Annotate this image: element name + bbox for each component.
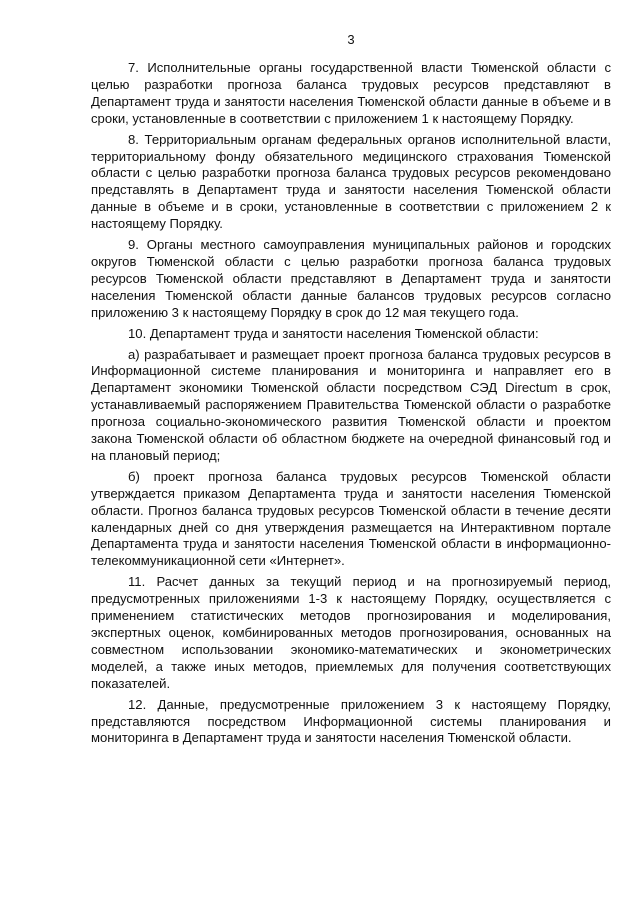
page-number: 3 — [347, 32, 355, 47]
paragraph-11: 11. Расчет данных за текущий период и на прогнозируемый период, предусмотренных приложениями 1-3 к настоящему Порядку, осуществляется с применением статистических методов прогнозирования и моделирования, экспертных оценок, комбинированных методов прогнозирования, основанных на совместном использовании экономико-математических и эконометрических моделей, а также иных методов, приемлемых для получения соответствующих показателей. — [91, 574, 611, 691]
document-body — [91, 60, 611, 751]
paragraph-10: 10. Департамент труда и занятости населения Тюменской области: — [128, 325, 539, 341]
paragraph-12: 12. Данные, предусмотренные приложением 3 к настоящему Порядку, представляются посредством Информационной системы планирования и мониторинга в Департамент труда и занятости населения Тюменской области. — [91, 696, 611, 746]
paragraph-8: 8. Территориальным органам федеральных органов исполнительной власти, территориальному фонду обязательного медицинского страхования Тюменской области с целью разработки прогноза баланса трудовых ресурсов рекомендовано представлять в Департамент труда и занятости населения Тюменской области данные в объеме и в сроки, установленные в соответствии с приложением 2 к настоящему Порядку. — [91, 131, 611, 232]
paragraph-10b: б) проект прогноза баланса трудовых ресурсов Тюменской области утверждается приказом Департамента труда и занятости населения Тюменской области. Прогноз баланса трудовых ресурсов Тюменской области в течение десяти календарных дней со дня утверждения размещается на Интерактивном портале Департамента труда и занятости населения Тюменской области в информационно-телекоммуникационной сети «Интернет». — [91, 468, 611, 569]
paragraph-10a: а) разрабатывает и размещает проект прогноза баланса трудовых ресурсов в Информационной системе планирования и мониторинга и направляет его в Департамент экономики Тюменской области посредством СЭД Directum в срок, устанавливаемый распоряжением Правительства Тюменской области о разработке прогноза социально-экономического развития Тюменской области и проектом закона Тюменской области об областном бюджете на очередной финансовый год и на плановый период; — [91, 346, 611, 463]
paragraph-7: 7. Исполнительные органы государственной власти Тюменской области с целью разработки прогноза баланса трудовых ресурсов представляют в Департамент труда и занятости населения Тюменской области данные в объеме и в сроки, установленные в соответствии с приложением 1 к настоящему Порядку. — [91, 60, 611, 126]
paragraph-9: 9. Органы местного самоуправления муниципальных районов и городских округов Тюменской области с целью разработки прогноза баланса трудовых ресурсов Тюменской области представляют в Департамент труда и занятости населения Тюменской области данные балансов трудовых ресурсов согласно приложению 3 к настоящему Порядку в срок до 12 мая текущего года. — [91, 237, 611, 320]
